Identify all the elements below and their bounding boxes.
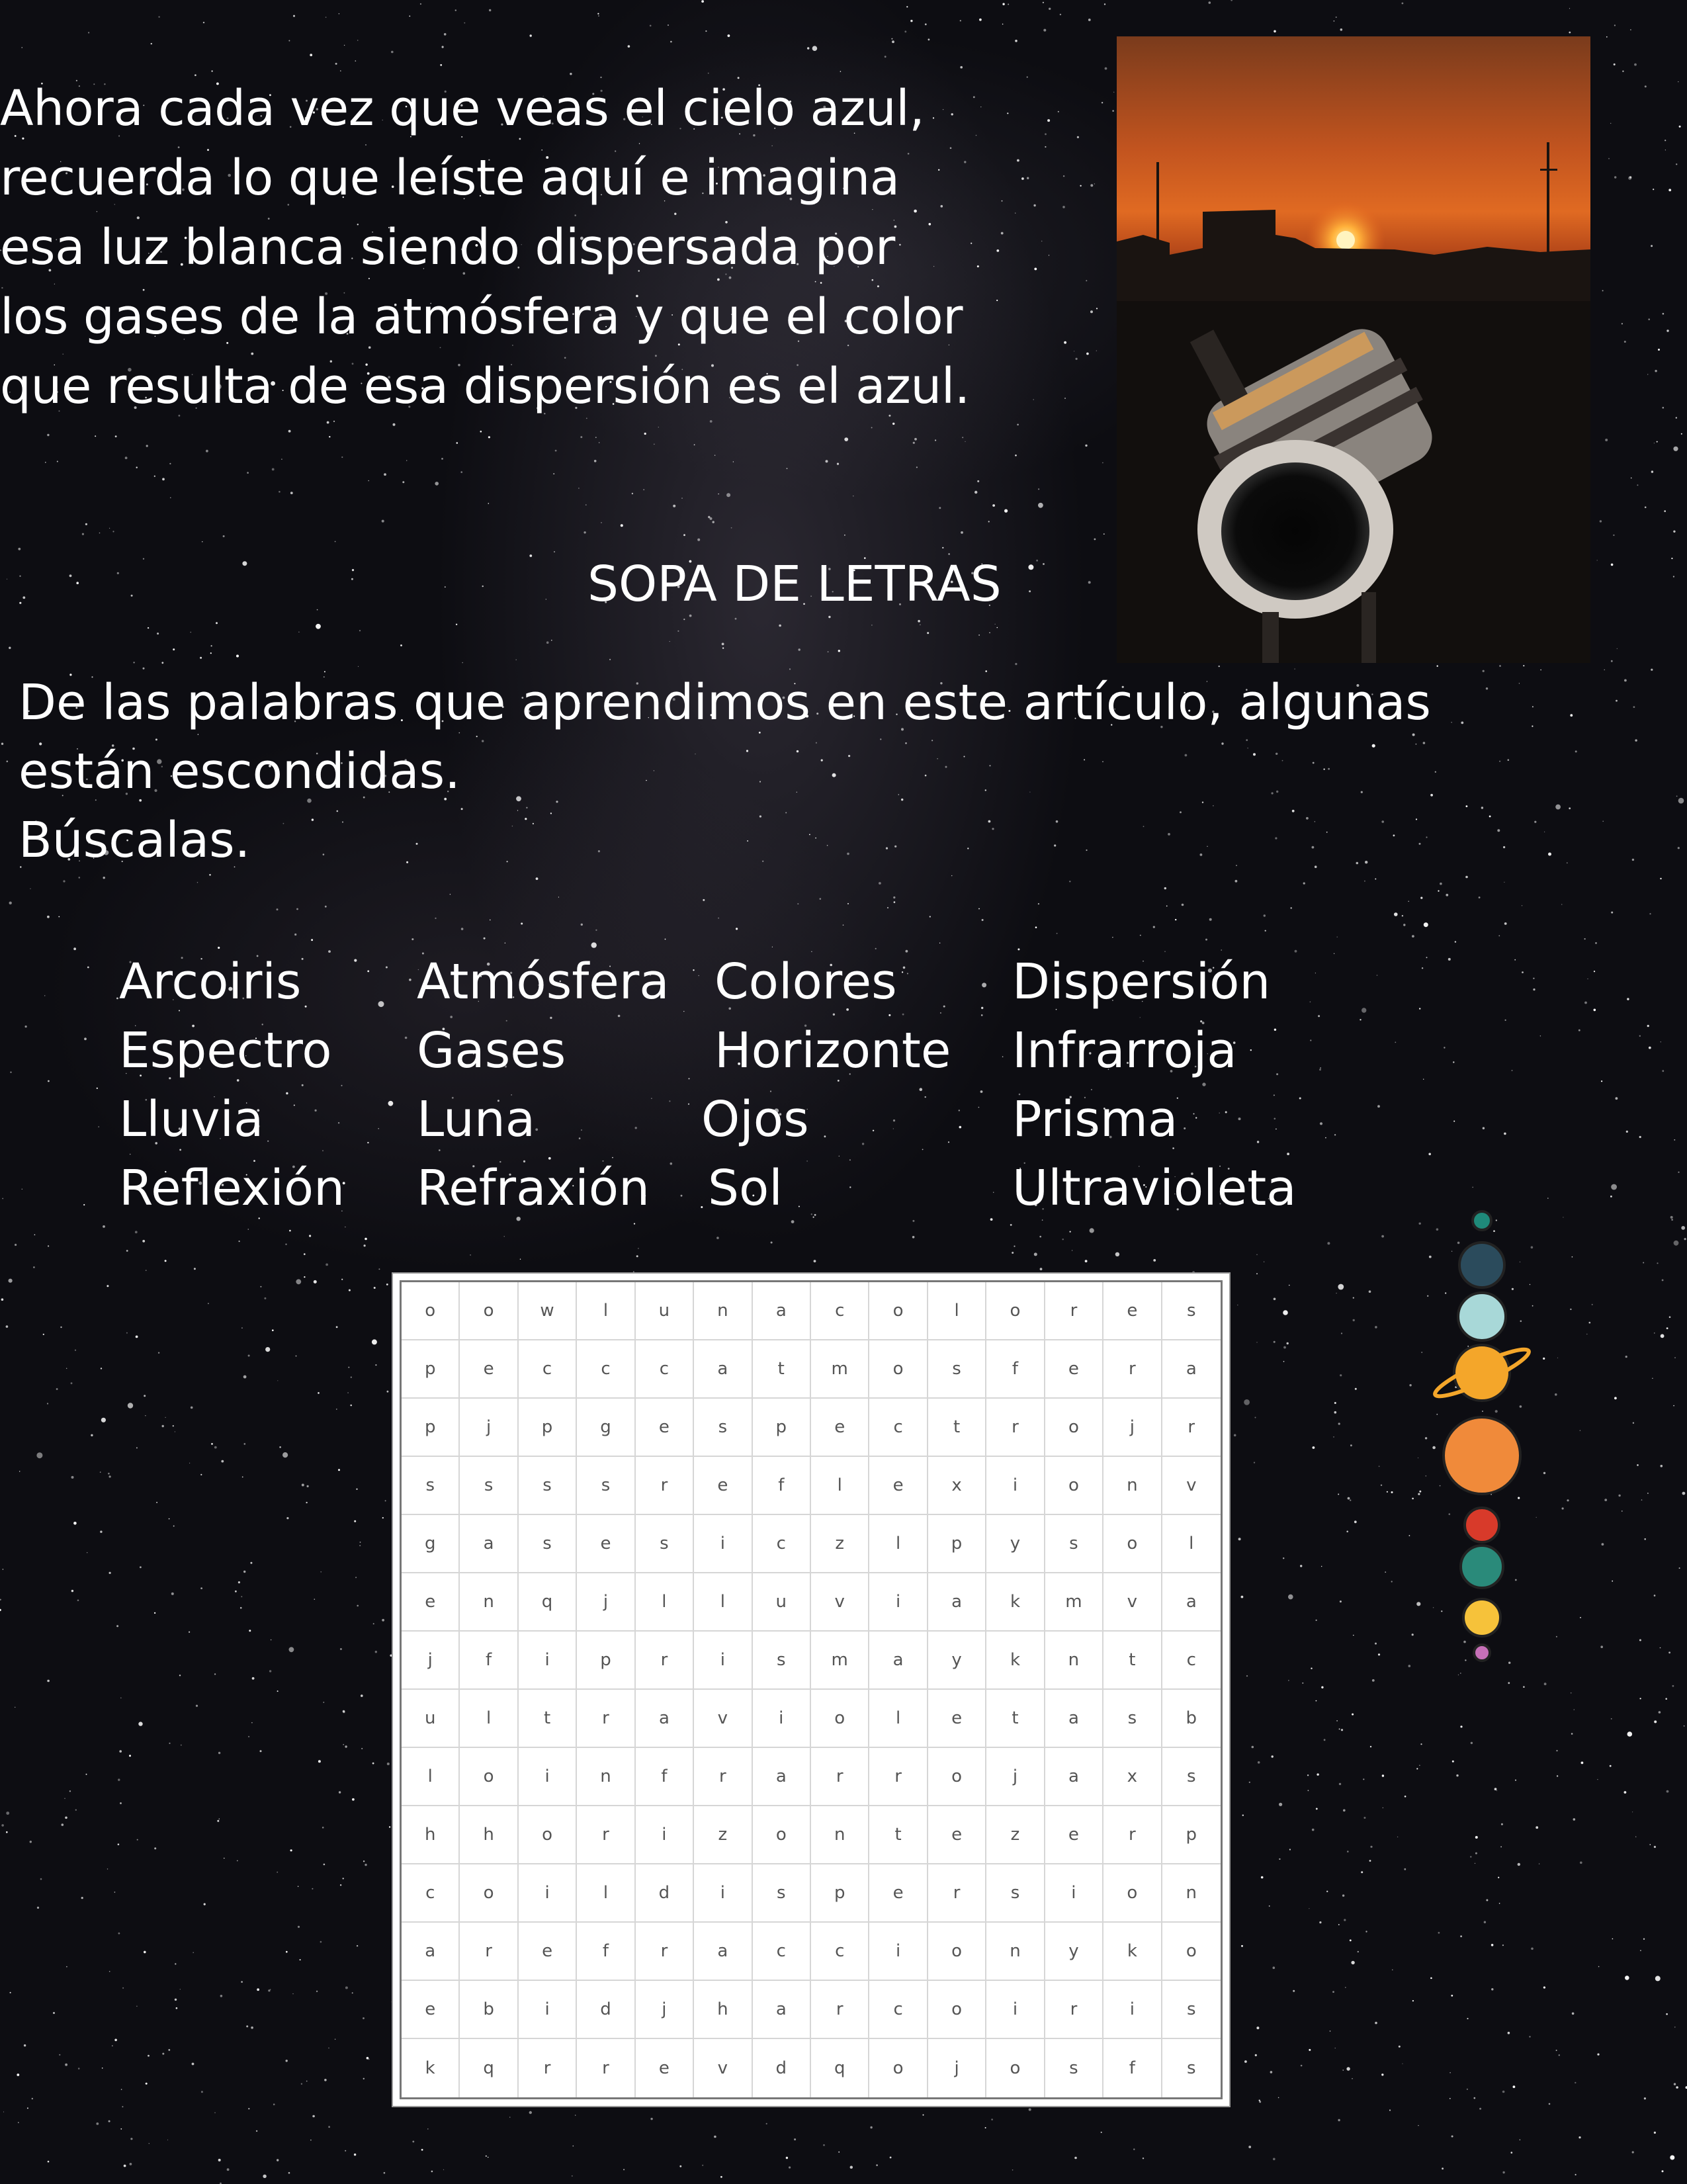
grid-cell: h — [694, 1981, 752, 2039]
grid-cell: t — [519, 1690, 577, 1748]
grid-cell: d — [636, 1864, 694, 1923]
grid-cell: a — [1162, 1340, 1221, 1399]
grid-cell: a — [1045, 1690, 1103, 1748]
intro-line: que resulta de esa dispersión es el azul. — [0, 358, 970, 415]
grid-cell: o — [1162, 1923, 1221, 1981]
grid-cell: m — [811, 1340, 869, 1399]
grid-cell: y — [1045, 1923, 1103, 1981]
grid-cell: o — [928, 1748, 986, 1806]
grid-cell: l — [402, 1748, 460, 1806]
grid-cell: s — [753, 1864, 811, 1923]
grid-cell: c — [811, 1923, 869, 1981]
grid-cell: r — [519, 2039, 577, 2097]
grid-cell: r — [811, 1981, 869, 2039]
grid-cell: i — [869, 1923, 928, 1981]
grid-cell: p — [519, 1399, 577, 1457]
grid-cell: r — [636, 1632, 694, 1690]
grid-cell: o — [460, 1282, 518, 1340]
grid-cell: o — [986, 1282, 1045, 1340]
grid-cell: n — [577, 1748, 635, 1806]
grid-cell: j — [577, 1573, 635, 1632]
grid-cell: e — [577, 1515, 635, 1573]
grid-cell: a — [1045, 1748, 1103, 1806]
grid-cell: j — [460, 1399, 518, 1457]
grid-cell: s — [636, 1515, 694, 1573]
grid-cell: i — [694, 1515, 752, 1573]
grid-cell: r — [928, 1864, 986, 1923]
grid-cell: s — [460, 1457, 518, 1515]
grid-cell: e — [694, 1457, 752, 1515]
grid-cell: e — [636, 1399, 694, 1457]
grid-cell: j — [636, 1981, 694, 2039]
grid-cell: l — [694, 1573, 752, 1632]
grid-cell: l — [869, 1515, 928, 1573]
grid-cell: p — [402, 1399, 460, 1457]
grid-cell: t — [869, 1806, 928, 1864]
grid-cell: n — [1162, 1864, 1221, 1923]
grid-cell: e — [402, 1573, 460, 1632]
grid-cell: a — [1162, 1573, 1221, 1632]
grid-cell: a — [869, 1632, 928, 1690]
grid-cell: s — [1162, 1981, 1221, 2039]
grid-cell: b — [460, 1981, 518, 2039]
grid-cell: u — [402, 1690, 460, 1748]
word-item: Espectro — [119, 1022, 332, 1079]
grid-cell: z — [694, 1806, 752, 1864]
grid-cell: o — [1103, 1864, 1162, 1923]
grid-cell: v — [811, 1573, 869, 1632]
grid-cell: l — [928, 1282, 986, 1340]
grid-cell: i — [519, 1864, 577, 1923]
grid-cell: k — [1103, 1923, 1162, 1981]
planet-icon — [1465, 1508, 1499, 1542]
grid-cell: r — [636, 1457, 694, 1515]
word-item: Arcoiris — [119, 953, 302, 1010]
grid-cell: o — [869, 1340, 928, 1399]
grid-cell: t — [1103, 1632, 1162, 1690]
grid-cell: s — [928, 1340, 986, 1399]
grid-cell: o — [928, 1981, 986, 2039]
grid-cell: s — [519, 1515, 577, 1573]
grid-cell: e — [519, 1923, 577, 1981]
grid-cell: y — [928, 1632, 986, 1690]
grid-cell: c — [577, 1340, 635, 1399]
grid-cell: s — [753, 1632, 811, 1690]
word-item: Reflexión — [119, 1160, 345, 1217]
grid-cell: c — [1162, 1632, 1221, 1690]
grid-cell: o — [1045, 1457, 1103, 1515]
grid-cell: c — [753, 1923, 811, 1981]
grid-cell: t — [928, 1399, 986, 1457]
grid-cell: p — [811, 1864, 869, 1923]
sunset-telescope-photo — [1117, 36, 1590, 663]
grid-cell: f — [460, 1632, 518, 1690]
grid-cell: p — [753, 1399, 811, 1457]
grid-cell: r — [460, 1923, 518, 1981]
grid-cell: e — [1045, 1806, 1103, 1864]
grid-cell: l — [577, 1864, 635, 1923]
planet-icon — [1473, 1211, 1491, 1230]
grid-cell: p — [1162, 1806, 1221, 1864]
instructions-line: Búscalas. — [19, 812, 251, 869]
grid-cell: h — [402, 1806, 460, 1864]
grid-cell: o — [519, 1806, 577, 1864]
grid-cell: n — [460, 1573, 518, 1632]
intro-line: recuerda lo que leíste aquí e imagina — [0, 150, 900, 206]
grid-cell: s — [1045, 2039, 1103, 2097]
grid-cell: n — [1103, 1457, 1162, 1515]
grid-cell: a — [460, 1515, 518, 1573]
page-title: SOPA DE LETRAS — [587, 556, 1002, 613]
grid-cell: x — [928, 1457, 986, 1515]
word-search-grid — [400, 1280, 1223, 2099]
grid-cell: l — [811, 1457, 869, 1515]
grid-cell: y — [986, 1515, 1045, 1573]
grid-cell: s — [577, 1457, 635, 1515]
grid-cell: i — [986, 1981, 1045, 2039]
grid-cell: n — [811, 1806, 869, 1864]
grid-cell: l — [869, 1690, 928, 1748]
grid-cell: q — [811, 2039, 869, 2097]
grid-cell: e — [1103, 1282, 1162, 1340]
grid-cell: r — [1162, 1399, 1221, 1457]
grid-cell: r — [577, 1690, 635, 1748]
grid-cell: k — [402, 2039, 460, 2097]
word-item: Luna — [417, 1091, 536, 1148]
planet-icon — [1458, 1293, 1506, 1340]
intro-line: esa luz blanca siendo dispersada por — [0, 219, 895, 276]
grid-cell: s — [986, 1864, 1045, 1923]
grid-cell: e — [928, 1690, 986, 1748]
grid-cell: t — [986, 1690, 1045, 1748]
word-item: Sol — [708, 1160, 783, 1217]
grid-cell: i — [519, 1981, 577, 2039]
word-item: Gases — [417, 1022, 566, 1079]
grid-cell: o — [460, 1748, 518, 1806]
grid-cell: i — [869, 1573, 928, 1632]
grid-cell: s — [1187, 2058, 1196, 2078]
grid-cell: e — [636, 2039, 694, 2097]
grid-cell: s — [402, 1457, 460, 1515]
intro-paragraph — [0, 74, 979, 421]
word-search-puzzle — [392, 1272, 1231, 2107]
grid-cell: a — [636, 1690, 694, 1748]
grid-cell: u — [636, 1282, 694, 1340]
grid-cell: i — [986, 1457, 1045, 1515]
grid-cell: j — [1103, 1399, 1162, 1457]
grid-cell: v — [694, 1690, 752, 1748]
grid-cell: s — [1162, 1748, 1221, 1806]
grid-cell: i — [753, 1690, 811, 1748]
word-item: Infrarroja — [1012, 1022, 1237, 1079]
grid-cell: e — [928, 1806, 986, 1864]
grid-cell: v — [1103, 1573, 1162, 1632]
grid-cell: s — [1045, 1515, 1103, 1573]
grid-cell: m — [811, 1632, 869, 1690]
grid-cell: k — [986, 1632, 1045, 1690]
grid-cell: c — [519, 1340, 577, 1399]
grid-cell: z — [811, 1515, 869, 1573]
grid-cell: a — [402, 1923, 460, 1981]
grid-cell: p — [577, 1632, 635, 1690]
word-list — [119, 947, 1376, 1225]
grid-cell: r — [869, 1748, 928, 1806]
grid-cell: o — [1103, 1515, 1162, 1573]
grid-cell: s — [694, 1399, 752, 1457]
word-item: Ojos — [701, 1091, 809, 1148]
instructions-line: De las palabras que aprendimos en este artículo, algunas — [19, 674, 1431, 731]
grid-cell: i — [1103, 1981, 1162, 2039]
grid-cell: l — [1162, 1515, 1221, 1573]
word-item: Colores — [714, 953, 897, 1010]
grid-cell: r — [636, 1923, 694, 1981]
grid-cell: e — [869, 1457, 928, 1515]
grid-cell: a — [753, 1282, 811, 1340]
word-item: Horizonte — [714, 1022, 951, 1079]
word-item: Ultravioleta — [1012, 1160, 1297, 1217]
grid-cell: l — [577, 1282, 635, 1340]
grid-cell: o — [460, 1864, 518, 1923]
grid-cell: n — [1045, 1632, 1103, 1690]
grid-cell: f — [753, 1457, 811, 1515]
instructions-paragraph — [19, 668, 1474, 875]
grid-cell: e — [869, 1864, 928, 1923]
grid-cell: c — [636, 1340, 694, 1399]
grid-cell: m — [1045, 1573, 1103, 1632]
grid-cell: s — [1162, 1282, 1221, 1340]
grid-cell: i — [694, 1632, 752, 1690]
word-item: Atmósfera — [417, 953, 670, 1010]
planet-icon — [1444, 1417, 1520, 1494]
grid-cell: c — [811, 1282, 869, 1340]
grid-cell: z — [986, 1806, 1045, 1864]
grid-cell: g — [577, 1399, 635, 1457]
instructions-line: están escondidas. — [19, 743, 460, 800]
grid-cell: f — [1103, 2039, 1162, 2097]
grid-cell: e — [460, 1340, 518, 1399]
grid-cell: a — [753, 1981, 811, 2039]
word-item: Refraxión — [417, 1160, 650, 1217]
planet-icon — [1461, 1546, 1503, 1588]
grid-cell: l — [460, 1690, 518, 1748]
grid-cell: v — [1162, 1457, 1221, 1515]
grid-cell: r — [1045, 1282, 1103, 1340]
planet-icon — [1474, 1645, 1490, 1661]
grid-cell: g — [402, 1515, 460, 1573]
grid-cell: j — [928, 2039, 986, 2097]
grid-cell: n — [694, 1282, 752, 1340]
grid-cell: r — [577, 1806, 635, 1864]
grid-cell: s — [519, 1457, 577, 1515]
grid-cell: o — [753, 1806, 811, 1864]
word-item: Dispersión — [1012, 953, 1271, 1010]
grid-cell: r — [1045, 1981, 1103, 2039]
grid-cell: i — [519, 1748, 577, 1806]
grid-cell: c — [869, 1981, 928, 2039]
grid-cell: p — [928, 1515, 986, 1573]
grid-cell: r — [1103, 1806, 1162, 1864]
grid-cell: w — [519, 1282, 577, 1340]
grid-cell: o — [869, 2039, 928, 2097]
grid-cell: i — [694, 1864, 752, 1923]
grid-cell: n — [986, 1923, 1045, 1981]
grid-cell: x — [1103, 1748, 1162, 1806]
intro-line: los gases de la atmósfera y que el color — [0, 288, 963, 345]
grid-cell: j — [402, 1632, 460, 1690]
word-item: Lluvia — [119, 1091, 264, 1148]
grid-cell: q — [519, 1573, 577, 1632]
grid-cell: o — [869, 1282, 928, 1340]
grid-cell: i — [519, 1632, 577, 1690]
grid-cell: a — [694, 1340, 752, 1399]
grid-cell: o — [811, 1690, 869, 1748]
grid-cell: t — [753, 1340, 811, 1399]
grid-cell: p — [402, 1340, 460, 1399]
grid-cell: q — [460, 2039, 518, 2097]
grid-cell: c — [753, 1515, 811, 1573]
grid-cell: f — [986, 1340, 1045, 1399]
grid-cell: r — [694, 1748, 752, 1806]
grid-cell: d — [753, 2039, 811, 2097]
grid-cell: f — [636, 1748, 694, 1806]
grid-cell: o — [928, 1923, 986, 1981]
grid-cell: b — [1162, 1690, 1221, 1748]
grid-cell: i — [1045, 1864, 1103, 1923]
grid-cell: a — [694, 1923, 752, 1981]
grid-cell: j — [986, 1748, 1045, 1806]
grid-cell: e — [811, 1399, 869, 1457]
grid-cell: o — [402, 1282, 460, 1340]
grid-cell: u — [753, 1573, 811, 1632]
planet-icon — [1459, 1243, 1504, 1288]
grid-cell: e — [1045, 1340, 1103, 1399]
grid-cell: r — [986, 1399, 1045, 1457]
grid-cell: r — [1103, 1340, 1162, 1399]
grid-cell: o — [1045, 1399, 1103, 1457]
word-item: Prisma — [1012, 1091, 1178, 1148]
grid-cell: l — [636, 1573, 694, 1632]
grid-cell: a — [753, 1748, 811, 1806]
grid-cell: e — [402, 1981, 460, 2039]
solar-system-planets-icon — [1422, 1204, 1541, 1667]
planet-icon — [1463, 1599, 1500, 1636]
intro-line: Ahora cada vez que veas el cielo azul, — [0, 80, 925, 137]
grid-cell: i — [636, 1806, 694, 1864]
grid-cell: r — [577, 2039, 635, 2097]
grid-cell: c — [869, 1399, 928, 1457]
grid-cell: c — [402, 1864, 460, 1923]
grid-cell: v — [694, 2039, 752, 2097]
grid-cell: k — [986, 1573, 1045, 1632]
grid-cell: o — [986, 2039, 1045, 2097]
grid-cell: a — [928, 1573, 986, 1632]
grid-cell: d — [577, 1981, 635, 2039]
grid-cell: s — [1103, 1690, 1162, 1748]
grid-cell: h — [460, 1806, 518, 1864]
grid-cell: f — [577, 1923, 635, 1981]
grid-cell: r — [811, 1748, 869, 1806]
